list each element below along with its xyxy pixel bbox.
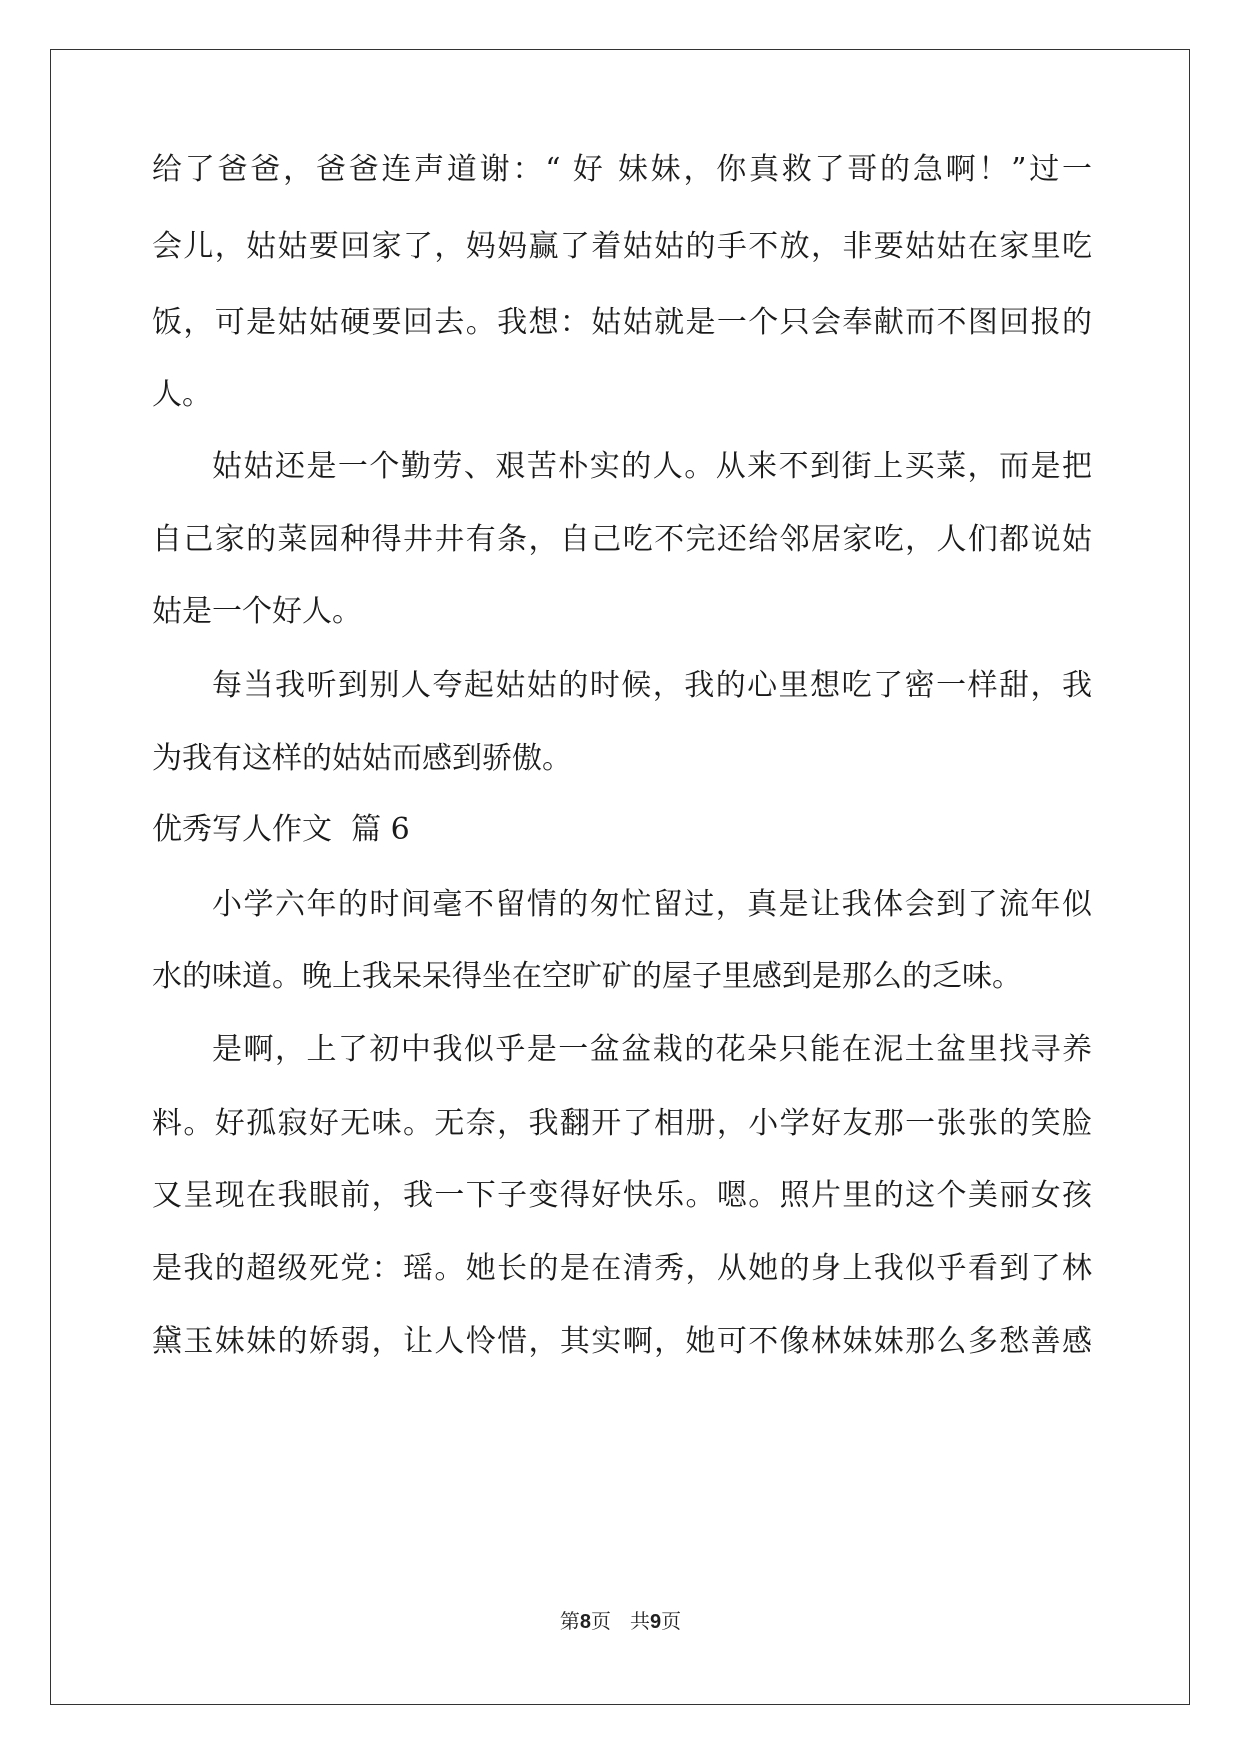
page-footer [0, 1609, 1241, 1634]
text-line: 姑是一个好人。 [152, 594, 362, 629]
text-line: 给了爸爸，爸爸连声道谢：“ 好 妹妹，你真救了哥的急啊！”过一 [152, 152, 1092, 187]
text-line: 会儿，姑姑要回家了，妈妈赢了着姑姑的手不放，非要姑姑在家里吃 [152, 229, 1092, 264]
section-heading: 优秀写人作文 篇 6 [152, 812, 410, 847]
text-line: 是我的超级死党：瑶。她长的是在清秀，从她的身上我似乎看到了林 [152, 1251, 1092, 1286]
text-line: 人。 [152, 377, 212, 412]
paragraph-start-line: 是啊，上了初中我似乎是一盆盆栽的花朵只能在泥土盆里找寻养 [212, 1032, 1092, 1067]
text-line: 为我有这样的姑姑而感到骄傲。 [152, 741, 572, 776]
text-line: 黛玉妹妹的娇弱，让人怜惜，其实啊，她可不像林妹妹那么多愁善感 [152, 1324, 1092, 1359]
text-line: 自己家的菜园种得井井有条，自己吃不完还给邻居家吃，人们都说姑 [152, 522, 1092, 557]
footer-suffix: 页 [661, 1609, 682, 1633]
text-line: 水的味道。晚上我呆呆得坐在空旷矿的屋子里感到是那么的乏味。 [152, 959, 1022, 994]
total-page-count: 9 [650, 1611, 662, 1633]
footer-prefix: 第 [559, 1609, 580, 1633]
paragraph-start-line: 每当我听到别人夸起姑姑的时候，我的心里想吃了密一样甜，我 [212, 668, 1092, 703]
text-line: 料。好孤寂好无味。无奈，我翻开了相册，小学好友那一张张的笑脸 [152, 1106, 1092, 1141]
text-line: 又呈现在我眼前，我一下子变得好快乐。嗯。照片里的这个美丽女孩 [152, 1178, 1092, 1213]
paragraph-start-line: 姑姑还是一个勤劳、艰苦朴实的人。从来不到街上买菜，而是把 [212, 449, 1092, 484]
text-line: 饭，可是姑姑硬要回去。我想：姑姑就是一个只会奉献而不图回报的 [152, 305, 1092, 340]
footer-middle: 页 共 [590, 1609, 651, 1633]
paragraph-start-line: 小学六年的时间毫不留情的匆忙留过，真是让我体会到了流年似 [212, 887, 1092, 922]
current-page-number: 8 [579, 1611, 591, 1633]
page-border [50, 49, 1190, 1705]
